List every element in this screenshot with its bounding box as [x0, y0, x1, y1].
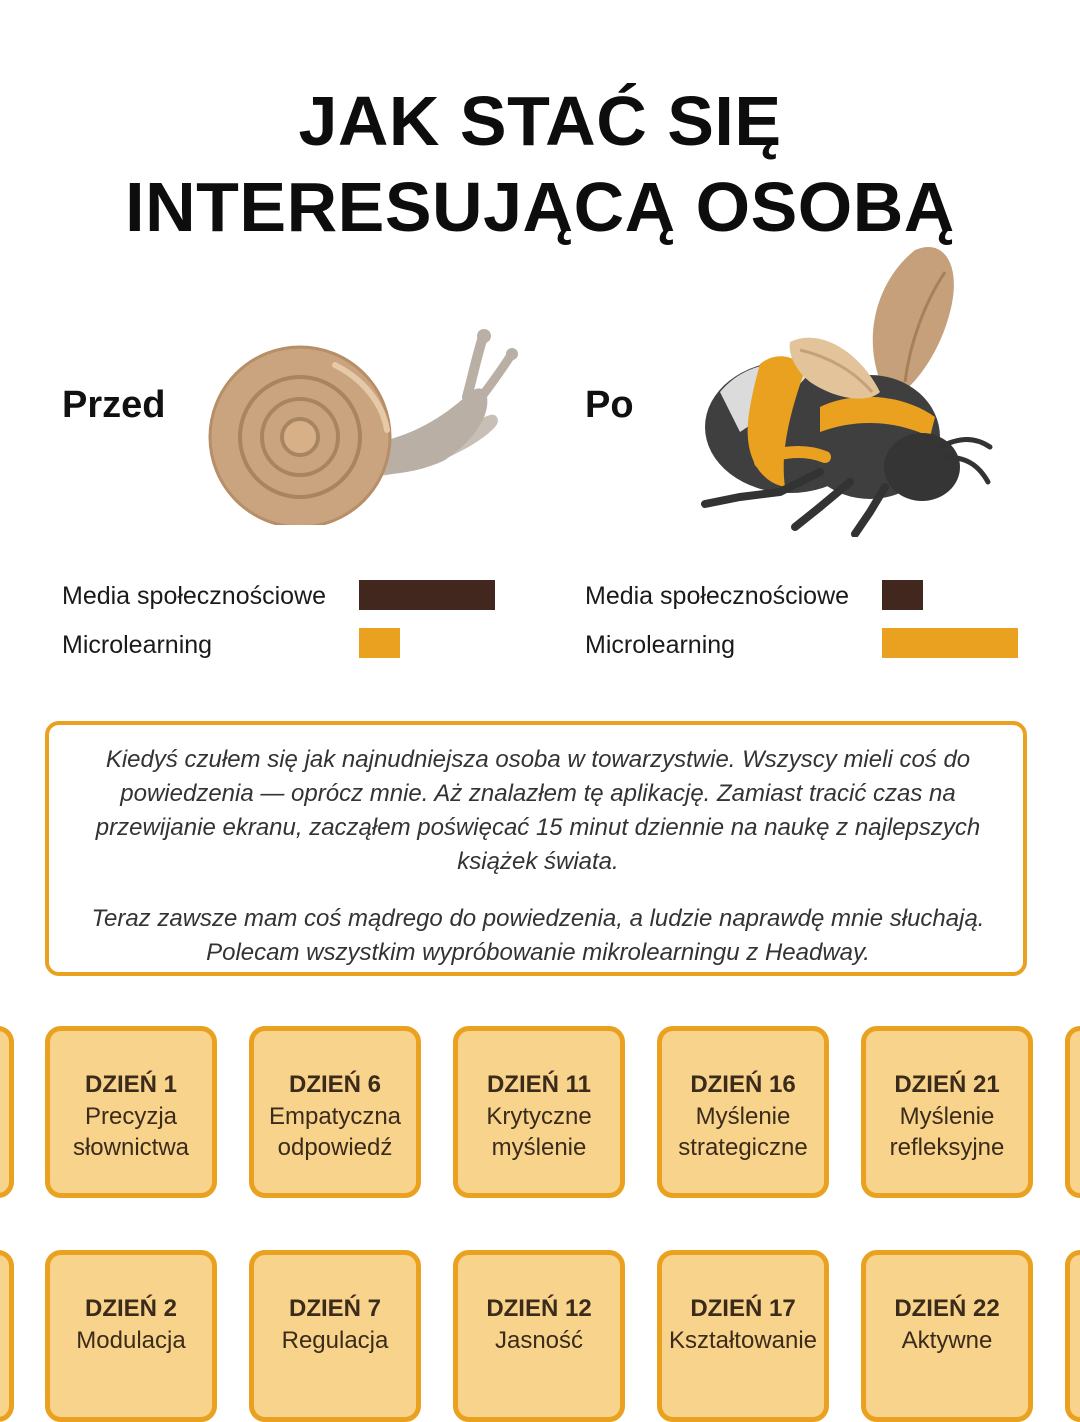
- before-micro-bar: [359, 628, 400, 658]
- day-card-partial-right: [1065, 1026, 1080, 1198]
- day-card: [657, 1250, 829, 1422]
- day-topic: Precyzja słownictwa: [72, 1103, 190, 1161]
- day-number: DZIEŃ 22: [894, 1295, 1000, 1322]
- testimonial-paragraph-1: Kiedyś czułem się jak najnudniejsza osoba w towarzystwie. Wszyscy mieli coś do powiedzenia — oprócz mnie. Aż znalazłem tę aplikację. Zamiast tracić czas na przewijanie ekranu, zacząłem poświęcać 15 minut dziennie na naukę z najlepszych książek świata.: [95, 746, 981, 875]
- day-number: DZIEŃ 21: [894, 1071, 1000, 1098]
- before-metric-micro-label: Microlearning: [62, 631, 213, 659]
- day-topic: Aktywne: [901, 1327, 993, 1354]
- day-card-partial-right: [1065, 1250, 1080, 1422]
- day-card-partial-left: [0, 1250, 14, 1422]
- day-topic: Krytyczne myślenie: [486, 1103, 592, 1161]
- day-topic: Empatyczna odpowiedź: [268, 1103, 402, 1161]
- after-label: Po: [585, 384, 634, 426]
- after-social-bar: [882, 580, 923, 610]
- before-metric-social-label: Media społecznościowe: [62, 582, 327, 610]
- day-number: DZIEŃ 16: [690, 1071, 796, 1098]
- day-topic: Kształtowanie: [668, 1327, 818, 1354]
- day-card: [861, 1026, 1033, 1198]
- day-number: DZIEŃ 6: [288, 1071, 381, 1098]
- after-metric-social-label: Media społecznościowe: [585, 582, 850, 610]
- day-number: DZIEŃ 17: [690, 1295, 796, 1322]
- day-topic: Regulacja: [281, 1327, 389, 1354]
- day-topic: Modulacja: [76, 1327, 186, 1354]
- after-micro-bar: [882, 628, 1018, 658]
- day-topic: Myślenie strategiczne: [678, 1103, 808, 1161]
- day-number: DZIEŃ 2: [84, 1295, 177, 1322]
- title-line-2: INTERESUJĄCĄ OSOBĄ: [125, 168, 955, 246]
- day-card: [861, 1250, 1033, 1422]
- bumblebee-illustration: [700, 242, 1000, 537]
- before-label: Przed: [62, 384, 166, 426]
- day-card: [657, 1026, 829, 1198]
- page-title: [0, 78, 1080, 250]
- day-card: [45, 1026, 217, 1198]
- day-card: [249, 1026, 421, 1198]
- after-metric-micro-label: Microlearning: [585, 631, 736, 659]
- day-topic: Myślenie refleksyjne: [889, 1103, 1005, 1161]
- testimonial-box: [45, 721, 1027, 976]
- day-card: [249, 1250, 421, 1422]
- testimonial-paragraph-2: Teraz zawsze mam coś mądrego do powiedzenia, a ludzie naprawdę mnie słuchają. Polecam wszystkim wypróbowanie mikrolearningu z Headway.: [91, 905, 985, 966]
- day-card: [45, 1250, 217, 1422]
- snail-illustration: [205, 325, 525, 525]
- title-line-1: JAK STAĆ SIĘ: [298, 82, 782, 160]
- day-card: [453, 1026, 625, 1198]
- day-number: DZIEŃ 1: [84, 1071, 177, 1098]
- day-card: [453, 1250, 625, 1422]
- day-number: DZIEŃ 12: [486, 1295, 592, 1322]
- day-topic: Jasność: [494, 1327, 584, 1354]
- day-card-partial-left: [0, 1026, 14, 1198]
- day-number: DZIEŃ 11: [486, 1071, 592, 1098]
- day-number: DZIEŃ 7: [288, 1295, 381, 1322]
- before-social-bar: [359, 580, 495, 610]
